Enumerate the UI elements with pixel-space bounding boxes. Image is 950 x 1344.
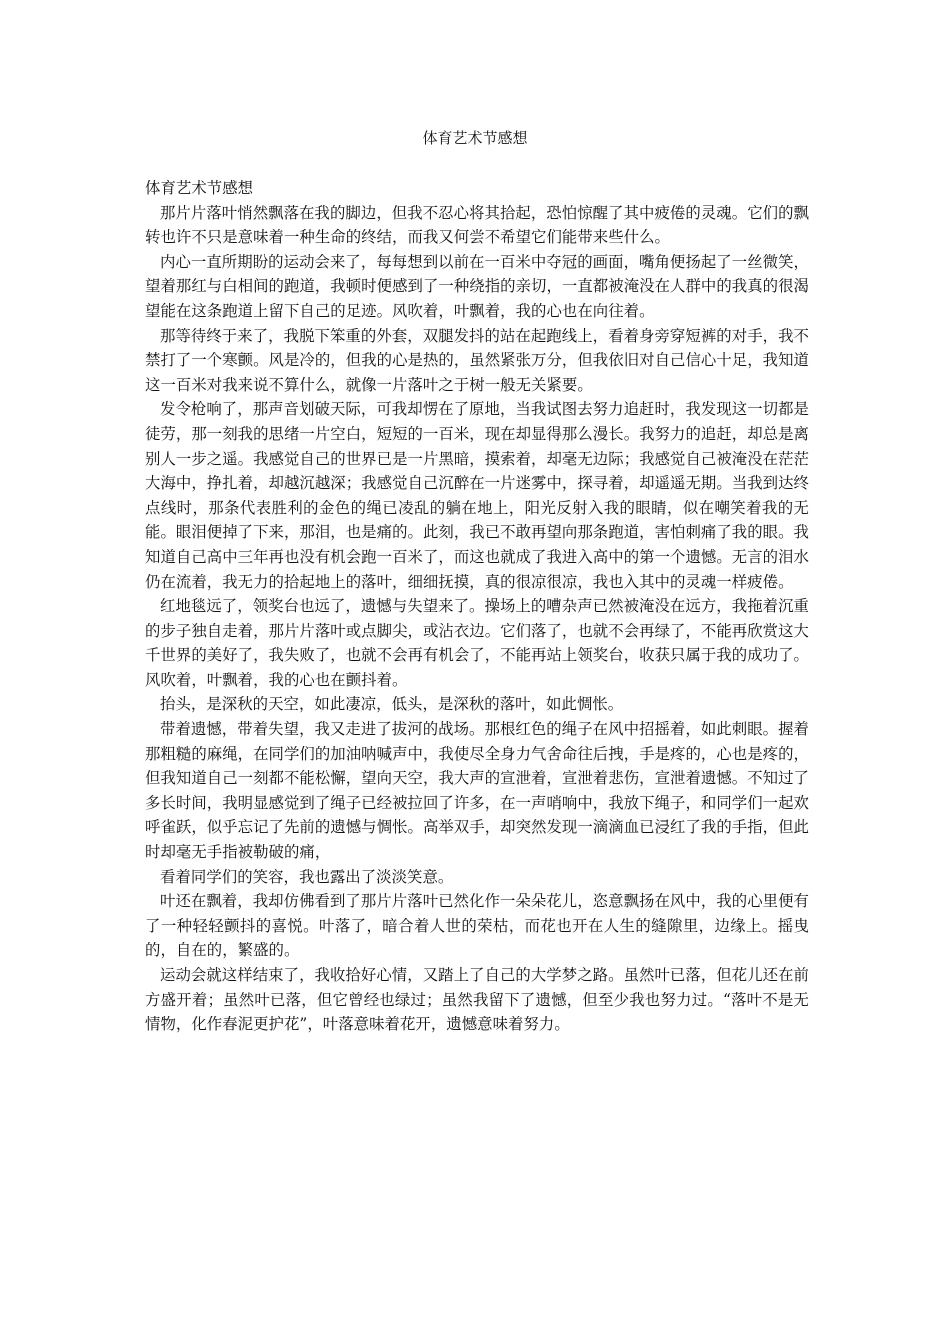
paragraph-2: 内心一直所期盼的运动会来了，每每想到以前在一百米中夺冠的画面，嘴角便扬起了一丝微笑，望着那红与白相间的跑道，我顿时便感到了一种绕指的亲切，一直都被淹没在人群中的我真的很渴望能在这条跑道上留下自己的足迹。风吹着，叶飘着，我的心也在向往着。: [145, 252, 809, 320]
paragraph-5: 红地毯远了，领奖台也远了，遗憾与失望来了。操场上的嘈杂声已然被淹没在远方，我拖着沉重的步子独自走着，那片片落叶或点脚尖，或沾衣边。它们落了，也就不会再绿了，不能再欣赏这大千世界的美好了，我失败了，也就不会再有机会了，不能再站上领奖台，收获只属于我的成功了。风吹着，叶飘着，我的心也在颤抖着。: [145, 597, 809, 689]
paragraph-3: 那等待终于来了，我脱下笨重的外套，双腿发抖的站在起跑线上，看着身旁穿短裤的对手，我不禁打了一个寒颤。风是冷的，但我的心是热的，虽然紧张万分，但我依旧对自己信心十足，我知道这一百米对我来说不算什么，就像一片落叶之于树一般无关紧要。: [145, 326, 809, 394]
document-body: [145, 176, 809, 1037]
paragraph-1: 那片片落叶悄然飘落在我的脚边，但我不忍心将其拾起，恐怕惊醒了其中疲倦的灵魂。它们的飘转也许不只是意味着一种生命的终结，而我又何尝不希望它们能带来些什么。: [145, 203, 809, 247]
paragraph-8: 看着同学们的笑容，我也露出了淡淡笑意。: [160, 867, 454, 886]
document-title: 体育艺术节感想: [422, 129, 528, 147]
paragraph-4: 发令枪响了，那声音划破天际，可我却愣在了原地，当我试图去努力追赶时，我发现这一切都是徒劳，那一刻我的思绪一片空白，短短的一百米，现在却显得那么漫长。我努力的追赶，却总是离别人一步之遥。我感觉自己的世界已是一片黑暗，摸索着，却毫无边际；我感觉自己被淹没在茫茫大海中，挣扎着，却越沉越深；我感觉自己沉醉在一片迷雾中，探寻着，却遥遥无期。当我到达终点线时，那条代表胜利的金色的绳已凌乱的躺在地上，阳光反射入我的眼睛，似在嘲笑着我的无能。眼泪便掉了下来，那泪，也是痛的。此刻，我已不敢再望向那条跑道，害怕刺痛了我的眼。我知道自己高中三年再也没有机会跑一百米了，而这也就成了我进入高中的第一个遗憾。无言的泪水仍在流着，我无力的拾起地上的落叶，细细抚摸，真的很凉很凉，我也入其中的灵魂一样疲倦。: [145, 400, 809, 591]
paragraph-9: 叶还在飘着，我却仿佛看到了那片片落叶已然化作一朵朵花儿，恣意飘扬在风中，我的心里便有了一种轻轻颤抖的喜悦。叶落了，暗合着人世的荣枯，而花也开在人生的缝隙里，边缘上。摇曳的，自在的，繁盛的。: [145, 892, 809, 960]
paragraph-6: 抬头，是深秋的天空，如此凄凉，低头，是深秋的落叶，如此惆怅。: [160, 695, 624, 714]
section-heading: 体育艺术节感想: [145, 179, 254, 197]
paragraph-10: 运动会就这样结束了，我收拾好心情，又踏上了自己的大学梦之路。虽然叶已落，但花儿还在前方盛开着；虽然叶已落，但它曾经也绿过；虽然我留下了遗憾，但至少我也努力过。“落叶不是无情物，化作春泥更护花”，叶落意味着花开，遗憾意味着努力。: [145, 966, 809, 1034]
paragraph-7: 带着遗憾，带着失望，我又走进了拔河的战场。那根红色的绳子在风中招摇着，如此刺眼。握着那粗糙的麻绳，在同学们的加油呐喊声中，我使尽全身力气舍命往后拽，手是疼的，心也是疼的，但我知道自己一刻都不能松懈，望向天空，我大声的宣泄着，宣泄着悲伤，宣泄着遗憾。不知过了多长时间，我明显感觉到了绳子已经被拉回了许多，在一声哨响中，我放下绳子，和同学们一起欢呼雀跃，似乎忘记了先前的遗憾与惆怅。高举双手，却突然发现一滴滴血已浸红了我的手指，但此时却毫无手指被勒破的痛，: [145, 720, 809, 862]
